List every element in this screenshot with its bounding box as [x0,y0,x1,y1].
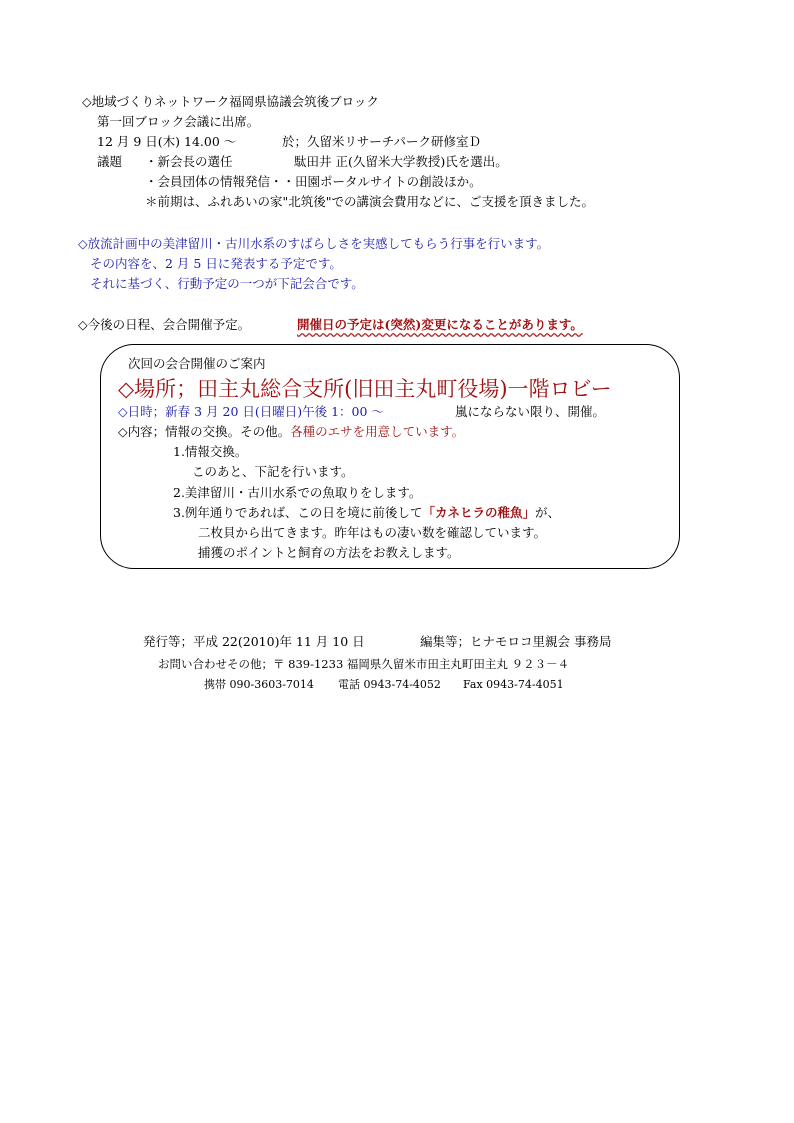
river-event-line2: その内容を、2 月 5 日に発表する予定です。 [90,256,342,271]
notice-content-label: ◇内容；情報の交換。その他。 [118,424,291,439]
agenda-item1: ・新会長の選任 [145,154,233,169]
notice-item1-sub: このあと、下記を行います。 [192,464,354,479]
notice-item3-post: が、 [534,505,560,520]
block-meeting-line1: 第一回ブロック会議に出席。 [97,114,260,129]
footer-fax: Fax 0943-74-4051 [463,678,564,691]
footer-phone: 電話 0943-74-4052 [338,678,441,691]
notice-item3-pre: 3.例年通りであれば、この日を境に前後して [173,505,423,520]
notice-weather: 嵐にならない限り、開催。 [455,404,606,419]
footer-address: お問い合わせその他；〒 839-1233 福岡県久留米市田主丸町田主丸 ９２３－４ [158,657,570,671]
notice-item3 [173,505,560,521]
block-meeting-venue: 於；久留米リサーチパーク研修室Ｄ [282,134,482,149]
footer-mobile: 携帯 090-3603-7014 [204,678,314,691]
notice-datetime: ◇日時；新春 3 月 20 日(日曜日)午後 1：00 〜 [118,404,384,419]
notice-item3-line2: 二枚貝から出てきます。昨年はもの凄い数を確認しています。 [198,525,547,540]
block-meeting-heading: ◇地域づくりネットワーク福岡県協議会筑後ブロック [82,94,379,109]
footer-editor: 編集等；ヒナモロコ里親会 事務局 [420,634,612,649]
block-meeting-date: 12 月 9 日(木) 14.00 〜 [97,134,237,149]
agenda-item2: ・会員団体の情報発信・・田園ポータルサイトの創設ほか。 [145,174,482,189]
river-event-line1: ◇放流計画中の美津留川・古川水系のすばらしさを実感してもらう行事を行います。 [78,236,550,251]
support-note: ＊前期は、ふれあいの家"北筑後"での講演会費用などに、ご支援を頂きました。 [145,194,595,209]
notice-place: ◇場所；田主丸総合支所(旧田主丸町役場)一階ロビー [118,377,612,401]
agenda-item1-result: 駄田井 正(久留米大学教授)氏を選出。 [294,154,508,169]
schedule-warning: 開催日の予定は(突然)変更になることがあります。 [297,317,583,332]
notice-item2: 2.美津留川・古川水系での魚取りをします。 [173,485,422,500]
notice-item1: 1.情報交換。 [173,444,248,459]
notice-content-highlight: 各種のエサを用意しています。 [290,424,465,439]
agenda-label: 議題 [97,154,123,169]
schedule-intro: ◇今後の日程、会合開催予定。 [78,317,251,332]
river-event-line3: それに基づく、行動予定の一つが下記会合です。 [90,276,364,291]
notice-title: 次回の会合開催のご案内 [128,356,266,371]
notice-item3-highlight: 「カネヒラの稚魚」 [422,505,535,520]
notice-content [118,424,464,440]
notice-item3-line3: 捕獲のポイントと飼育の方法をお教えします。 [198,545,460,560]
footer-issued: 発行等；平成 22(2010)年 11 月 10 日 [143,634,365,649]
